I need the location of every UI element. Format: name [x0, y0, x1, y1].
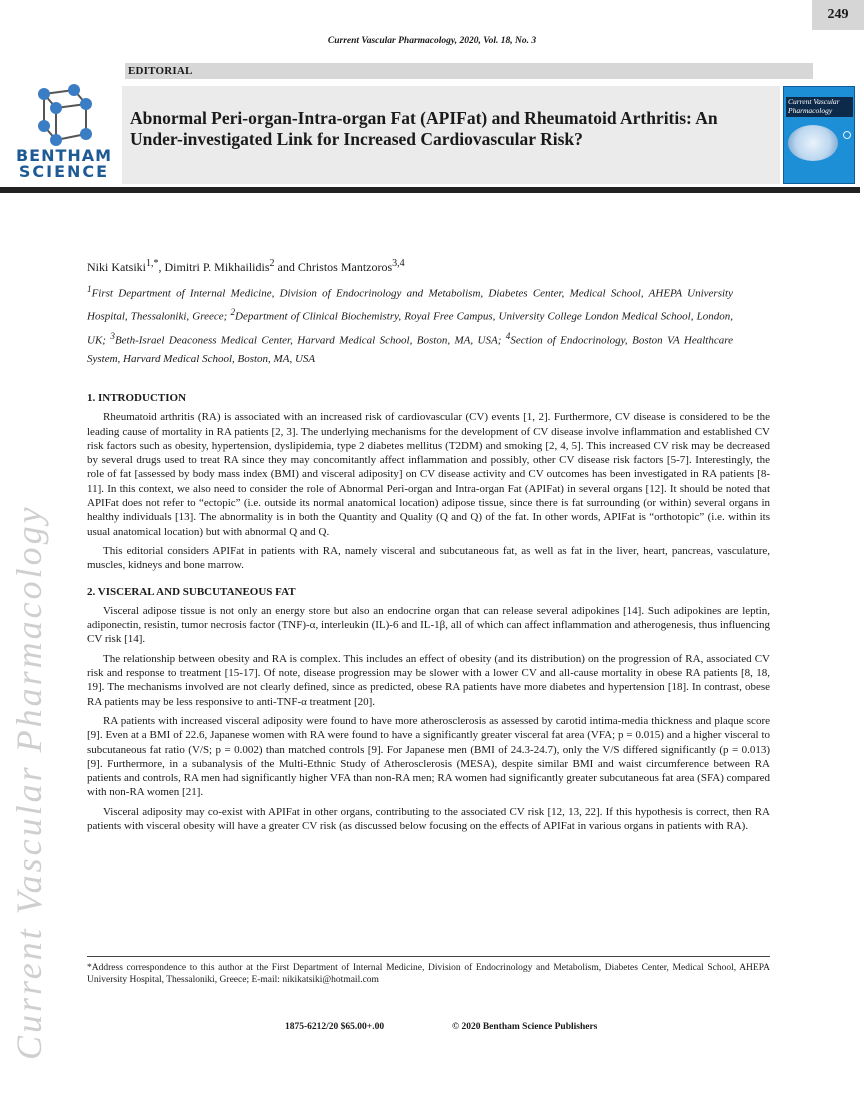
journal-cover-image: [783, 86, 855, 184]
molecule-cube-icon: [30, 84, 96, 146]
issn-price: 1875-6212/20 $65.00+.00: [285, 1022, 385, 1032]
journal-watermark: Current Vascular Pharmacology: [9, 504, 49, 1060]
paragraph: RA patients with increased visceral adiposity were found to have more atherosclerosis as assessed by carotid intima-media thickness and plaque score [9]. Even at a BMI of 22.6, Japanese women with RA were found to have a significantly greater visceral fat area (VFA; p = 0.015) and a higher visceral to subcutaneous fat ratio (V/S; p = 0.002) than matched controls [9]. For Japanese men (BMI of 24.3-24.7), only the V/S differed significantly (p = 0.013) [9]. Furthermore, in a subanalysis of the Multi-Ethnic Study of Atherosclerosis (MESA), despite similar BMI and waist circumference between RA patients and controls, RA men had significantly higher VFA than non-RA men; RA women had significantly greater subcutaneous fat area (SFA) compared with non-RA women [21].: [87, 714, 770, 799]
paragraph: Rheumatoid arthritis (RA) is associated with an increased risk of cardiovascular (CV) events [1, 2]. Furthermore, CV disease is considered to be the leading cause of mortality in RA patients [2, 3]. The underlying mechanisms for the development of CV disease involve inflammation and established CV risk factors such as obesity, hypertension, dyslipidemia, type 2 diabetes mellitus (T2DM) and smoking [2, 4, 5]. This increased CV risk may be decreased by several drugs used to treat RA since they may concomitantly affect inflammation and possibly, other CV disease risk factors [5-7]. Interestingly, the role of fat [assessed by body mass index (BMI) and visceral adiposity] on CV disease activity and CV outcomes has been investigated in RA patients [8-11]. In this context, we also need to consider the role of Abnormal Peri-organ and Intra-organ Fat (APIFat) in several organs [12]. It should be noted that APIFat does not refer to “ectopic” (i.e. outside its normal anatomical location) adipose tissue, since there is fat surrounding (or within) several organs in healthy individuals [13]. The abnormality is in both the Quantity and Quality (Q and Q) of the fat. In other words, APIFat is “orthotopic” (i.e. within its usual anatomical location) but with abnormal Q and Q.: [87, 411, 770, 538]
correspondence-footnote: [87, 962, 770, 986]
publisher-name-line2: SCIENCE: [18, 162, 110, 181]
copyright: © 2020 Bentham Science Publishers: [452, 1022, 598, 1032]
footnote-rule: [87, 956, 770, 957]
footnote-text: *Address correspondence to this author at the First Department of Internal Medicine, Division of Endocrinology and Metabolism, Diabetes Center, Medical School, AHEPA University Hospital, Thessaloniki, Greece; E-mail: nikikatsiki@hotmail.com: [87, 963, 770, 985]
paragraph: This editorial considers APIFat in patients with RA, namely visceral and subcutaneous fat, as well as fat in the liver, heart, pancreas, vasculature, muscles, kidneys and bone marrow.: [87, 544, 770, 572]
running-head-journal: Current Vascular Pharmacology: [327, 36, 455, 46]
affiliations: $^1$First Department of Internal Medicine, Division of Endocrinology and Metabolism, Diabetes Center, Medical School, AHEPA University Hospital, Thessaloniki, Greece; $^2$Department of Clinical Biochemistry, Royal Free Campus, University College London Medical School, London, UK; $^3$Beth-Israel Deaconess Medical Center, Harvard Medical School, Boston, MA, USA; $^4$Section of Endocrinology, Boston VA Healthcare System, Harvard Medical School, Boston, MA, USA: [87, 284, 733, 366]
running-head-details: , 2020, Vol. 18, No. 3: [454, 36, 537, 46]
paragraph: The relationship between obesity and RA is complex. This includes an effect of obesity (and its distribution) on the progression of RA, associated CV risk and response to treatment [15-17]. Of note, disease progression may be slower with a lower CV and all-cause mortality in obese RA patients [8, 18, 19]. The mechanisms involved are not clearly defined, since as predicted, obese RA patients have more diabetes and hypertension [18]. In contrast, obese RA patients may be less responsive to anti-TNF-α treatment [20].: [87, 652, 770, 708]
title-box: [122, 86, 780, 184]
section-heading: 2. VISCERAL AND SUBCUTANEOUS FAT: [87, 585, 296, 598]
author-list: Niki Katsiki$^{1,*}$, Dimitri P. Mikhailidis$^2$ and Christos Mantzoros$^{3,4}$: [87, 258, 405, 274]
running-head: [0, 36, 864, 46]
article-title: Abnormal Peri-organ-Intra-organ Fat (APIFat) and Rheumatoid Arthritis: An Under-investigated Link for Increased Cardiovascular Risk?: [130, 108, 718, 149]
publisher-name-line1: BENTHAM: [15, 146, 113, 165]
publisher-name: [10, 148, 118, 180]
paragraph: Visceral adiposity may co-exist with APIFat in other organs, contributing to the associated CV risk [12, 13, 22]. If this hypothesis is correct, then RA patients with visceral obesity will have a greater CV risk (as discussed below focusing on the effects of APIFat in various organs in patients with RA).: [87, 805, 770, 833]
cover-illustration: [788, 125, 838, 161]
section-label: EDITORIAL: [125, 63, 813, 79]
cover-emblem-icon: [843, 131, 851, 139]
section-heading: 1. INTRODUCTION: [87, 392, 187, 404]
header-rule: [0, 187, 860, 193]
paragraph: Visceral adipose tissue is not only an energy store but also an endocrine organ that can release several adipokines [14]. Such adipokines are leptin, adiponectin, resistin, tumor necrosis factor (TNF)-α, interleukin (IL)-6 and IL-1β, all of which can affect inflammation and atherogenesis, thus influencing CV risk [14].: [87, 604, 770, 646]
cover-title: Current Vascular Pharmacology: [786, 97, 853, 117]
article-body: [87, 391, 770, 838]
page-number: 249: [812, 0, 864, 30]
publisher-logo: [10, 84, 118, 184]
